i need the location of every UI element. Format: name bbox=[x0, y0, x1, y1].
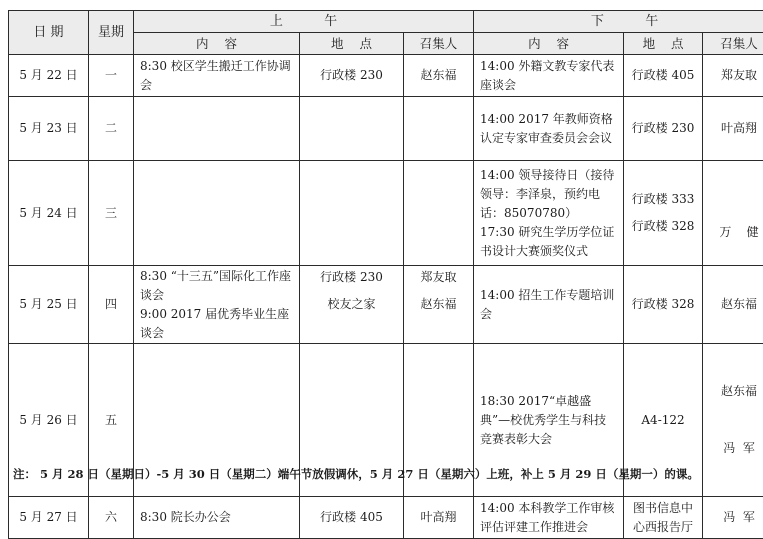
date-cell: 5 月 23 日 bbox=[9, 97, 89, 161]
am-content-header: 内 容 bbox=[134, 33, 300, 55]
table-row bbox=[9, 97, 763, 161]
table-row bbox=[9, 266, 763, 344]
pm-location-2: 行政楼 328 bbox=[630, 217, 696, 236]
header-row-1 bbox=[9, 11, 763, 33]
am-location-2: 校友之家 bbox=[306, 295, 397, 314]
am-item-2: 9:00 2017 届优秀毕业生座谈会 bbox=[140, 305, 293, 343]
afternoon-header: 下 午 bbox=[474, 11, 763, 33]
am-content-cell bbox=[134, 266, 300, 344]
date-cell: 5 月 22 日 bbox=[9, 55, 89, 97]
date-header: 日 期 bbox=[9, 11, 89, 55]
weekday-cell: 二 bbox=[89, 97, 134, 161]
pm-content-cell: 14:00 本科教学工作审核评估评建工作推进会 bbox=[474, 497, 624, 539]
am-convener-header: 召集人 bbox=[404, 33, 474, 55]
am-location-cell: 行政楼 230 bbox=[300, 55, 404, 97]
weekday-cell: 六 bbox=[89, 497, 134, 539]
pm-content-cell: 14:00 外籍文教专家代表座谈会 bbox=[474, 55, 624, 97]
pm-convener-1: 赵东福 bbox=[709, 382, 763, 401]
pm-convener-cell: 冯 军 bbox=[703, 497, 763, 539]
weekday-cell: 三 bbox=[89, 161, 134, 266]
pm-convener-header: 召集人 bbox=[703, 33, 763, 55]
pm-content-cell bbox=[474, 161, 624, 266]
table-row bbox=[9, 55, 763, 97]
table-row bbox=[9, 161, 763, 266]
am-content-cell bbox=[134, 97, 300, 161]
pm-item-1: 14:00 领导接待日（接待领导：李泽泉，预约电话：85070780） bbox=[480, 166, 617, 223]
pm-convener-cell: 赵东福 bbox=[703, 266, 763, 344]
pm-item-2: 17:30 研究生学历学位证书设计大赛颁奖仪式 bbox=[480, 223, 617, 261]
am-convener-cell bbox=[404, 97, 474, 161]
morning-header: 上 午 bbox=[134, 11, 474, 33]
am-content-cell: 8:30 校区学生搬迁工作协调会 bbox=[134, 55, 300, 97]
pm-convener-cell: 叶高翔 bbox=[703, 97, 763, 161]
pm-content-cell: 14:00 招生工作专题培训会 bbox=[474, 266, 624, 344]
footnote: 注： 5 月 28 日（星期日）-5 月 30 日（星期二）端午节放假调休，5 月 27 日（星期六）上班，补上 5 月 29 日（星期一）的课。 bbox=[13, 466, 755, 482]
weekday-cell: 四 bbox=[89, 266, 134, 344]
weekday-header: 星期 bbox=[89, 11, 134, 55]
am-location-1: 行政楼 230 bbox=[306, 268, 397, 287]
am-convener-cell: 赵东福 bbox=[404, 55, 474, 97]
pm-location-cell: 图书信息中心西报告厅 bbox=[624, 497, 703, 539]
am-convener-cell bbox=[404, 161, 474, 266]
am-location-header: 地 点 bbox=[300, 33, 404, 55]
pm-convener-cell bbox=[703, 161, 763, 266]
pm-content-cell: 14:00 2017 年教师资格认定专家审查委员会会议 bbox=[474, 97, 624, 161]
am-location-cell bbox=[300, 161, 404, 266]
pm-content-header: 内 容 bbox=[474, 33, 624, 55]
pm-location-cell: A4-122 bbox=[624, 344, 703, 497]
date-cell: 5 月 24 日 bbox=[9, 161, 89, 266]
pm-location-header: 地 点 bbox=[624, 33, 703, 55]
am-location-cell: 行政楼 405 bbox=[300, 497, 404, 539]
weekly-schedule-table bbox=[8, 10, 763, 539]
am-item-1: 8:30 “十三五”国际化工作座谈会 bbox=[140, 267, 293, 305]
pm-location-cell: 行政楼 328 bbox=[624, 266, 703, 344]
table-row bbox=[9, 497, 763, 539]
pm-convener-2: 冯 军 bbox=[709, 439, 763, 458]
am-convener-cell: 叶高翔 bbox=[404, 497, 474, 539]
date-cell: 5 月 25 日 bbox=[9, 266, 89, 344]
pm-convener-cell: 郑友取 bbox=[703, 55, 763, 97]
am-convener-1: 郑友取 bbox=[410, 268, 467, 287]
am-location-cell bbox=[300, 266, 404, 344]
am-convener-2: 赵东福 bbox=[410, 295, 467, 314]
weekday-cell: 五 bbox=[89, 344, 134, 497]
weekday-cell: 一 bbox=[89, 55, 134, 97]
pm-convener: 万 健 bbox=[719, 225, 758, 239]
am-content-cell bbox=[134, 161, 300, 266]
date-cell: 5 月 26 日 bbox=[9, 344, 89, 497]
pm-content-cell: 18:30 2017“卓越盛典”—校优秀学生与科技竞赛表彰大会 bbox=[474, 344, 624, 497]
pm-location-cell bbox=[624, 161, 703, 266]
am-location-cell bbox=[300, 97, 404, 161]
am-convener-cell bbox=[404, 266, 474, 344]
pm-location-cell: 行政楼 230 bbox=[624, 97, 703, 161]
pm-location-1: 行政楼 333 bbox=[630, 190, 696, 209]
pm-location-cell: 行政楼 405 bbox=[624, 55, 703, 97]
am-content-cell: 8:30 院长办公会 bbox=[134, 497, 300, 539]
date-cell: 5 月 27 日 bbox=[9, 497, 89, 539]
